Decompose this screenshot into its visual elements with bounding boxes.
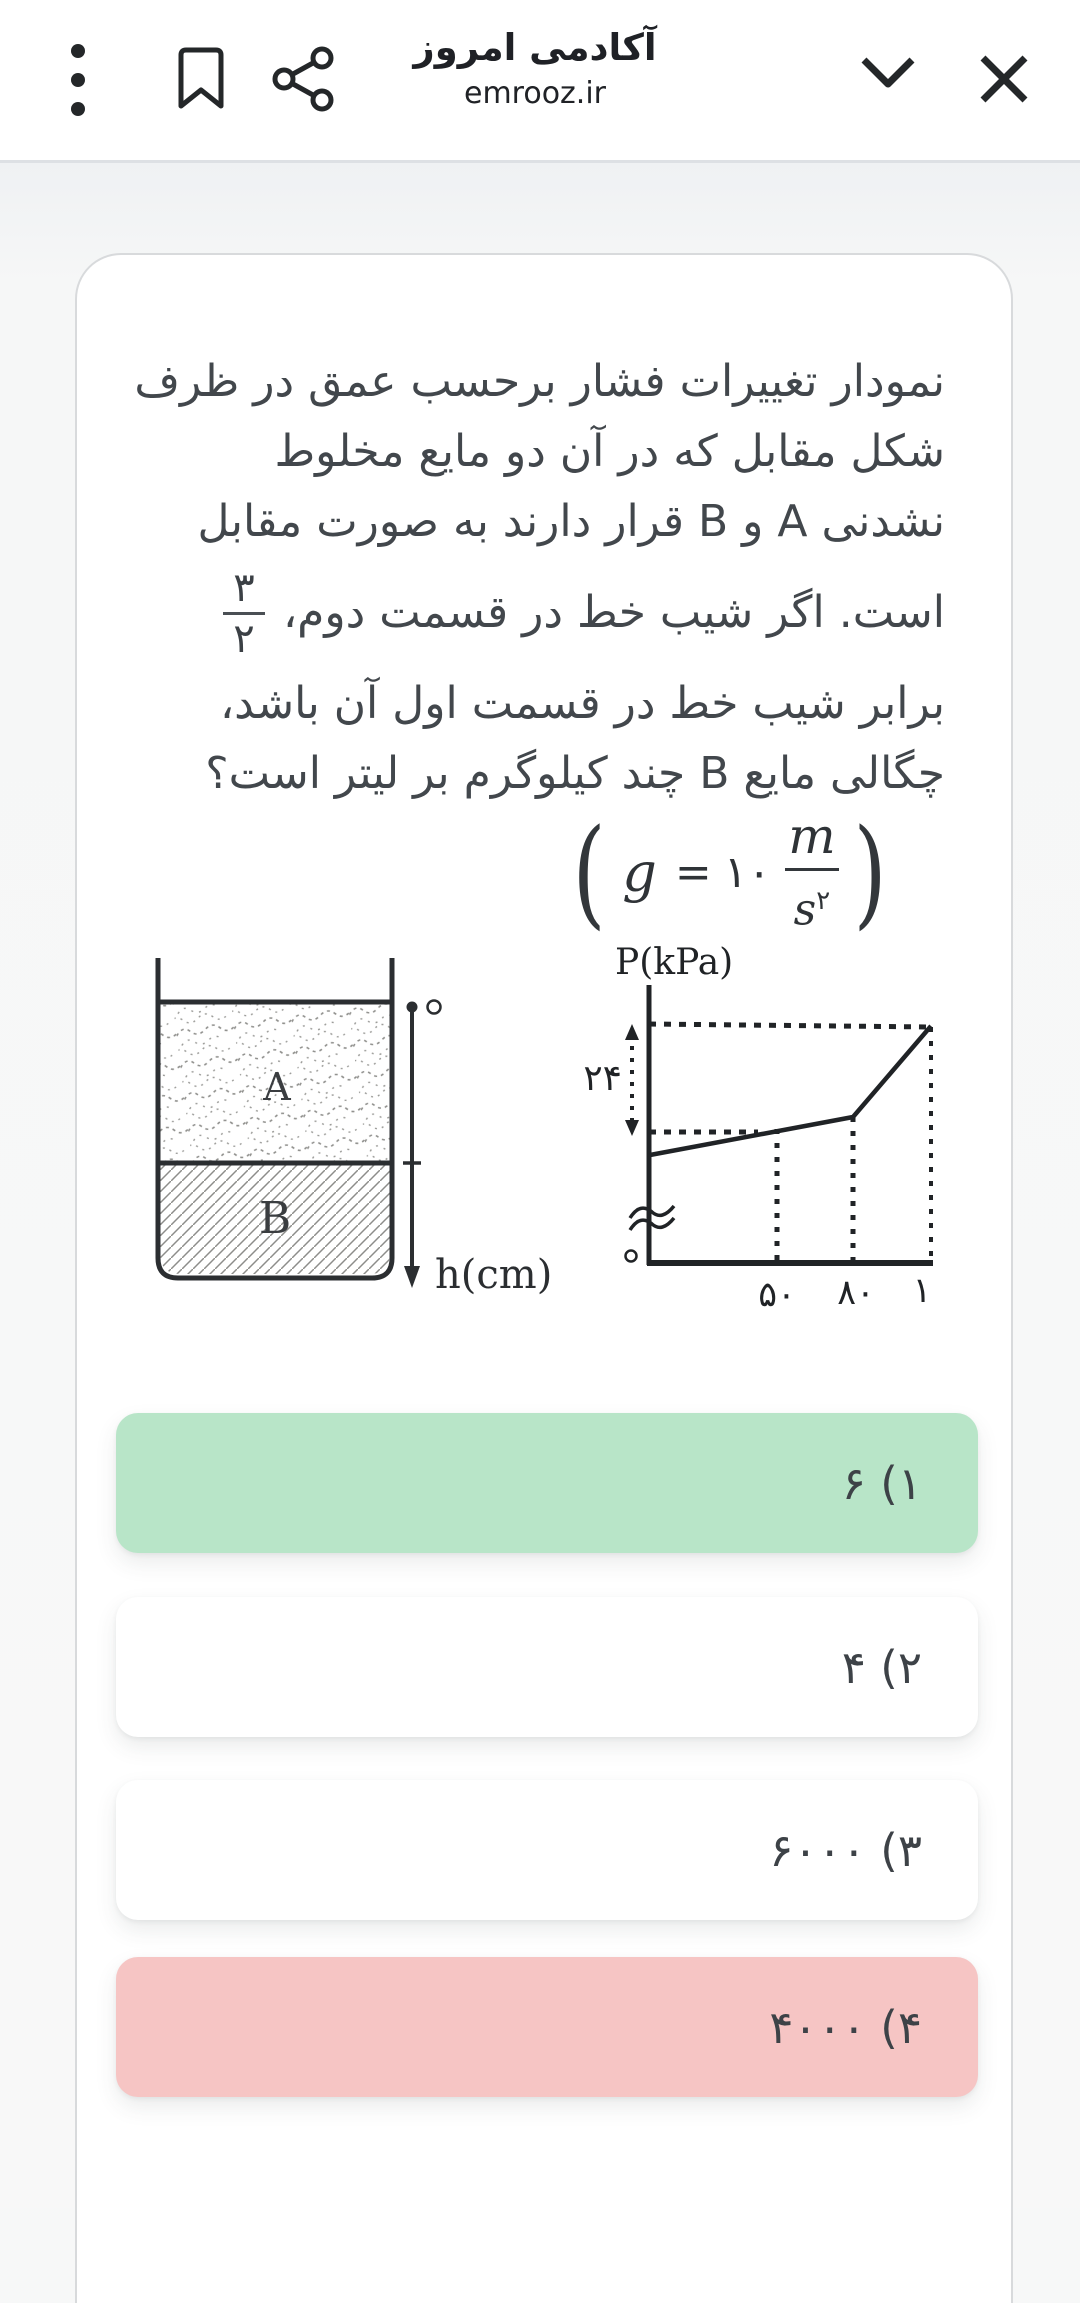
delta-arrow-up: [625, 1024, 639, 1040]
x-tick-80: ۸۰: [837, 1273, 875, 1313]
container-diagram: [105, 928, 565, 1333]
source-title: آکادمی امروز: [413, 26, 657, 69]
origin-marker: [428, 1001, 441, 1014]
collapse-button[interactable]: [860, 52, 916, 92]
formula-equals: =: [674, 846, 712, 898]
pressure-line: [650, 1026, 931, 1155]
axis-break: [630, 1206, 674, 1218]
question-line: نمودار تغییرات فشار برحسب عمق در ظرف: [134, 356, 945, 407]
x-tick-cutoff: ۱: [912, 1271, 932, 1311]
overflow-menu-button[interactable]: [57, 36, 99, 124]
option-3[interactable]: [116, 1780, 978, 1920]
origin-marker: [626, 1251, 637, 1262]
option-1[interactable]: [116, 1413, 978, 1553]
option-2-label: ۲) ۴: [841, 1640, 922, 1694]
liquid-a-label: A: [263, 1065, 291, 1109]
header: [0, 0, 1080, 160]
fraction-numerator: ۳: [233, 564, 255, 611]
top-dashed-guide: [649, 1024, 931, 1027]
pressure-depth-graph: [560, 928, 1011, 1340]
share-button[interactable]: [270, 44, 336, 114]
option-4-label: ۴) ۴۰۰۰: [769, 2000, 922, 2054]
option-4[interactable]: [116, 1957, 978, 2097]
formula-numerator: m: [788, 806, 836, 865]
gravity-formula: [77, 803, 1011, 941]
y-axis-label: P(kPa): [615, 942, 734, 983]
bookmark-icon: [176, 46, 226, 112]
question-line: نشدنی A و B قرار دارند به صورت مقابل: [197, 496, 945, 547]
header-divider: [0, 160, 1080, 163]
delta-arrow-down: [625, 1120, 639, 1136]
source-url: emrooz.ir: [463, 76, 607, 111]
question-line: برابر شیب خط در قسمت اول آن باشد،: [219, 678, 945, 729]
fraction-denominator: ۲: [233, 615, 255, 662]
slope-fraction: [223, 564, 265, 663]
option-1-label: ۱) ۶: [841, 1456, 922, 1510]
close-paren: ): [853, 803, 887, 941]
question-line: چگالی مایع B چند کیلوگرم بر لیتر است؟: [205, 748, 945, 799]
chevron-down-icon: [860, 52, 916, 92]
formula-var-g: g: [622, 840, 657, 904]
x-tick-50: ۵۰: [758, 1275, 796, 1315]
formula-coefficient: ۱۰: [723, 846, 771, 898]
question-line: است. اگر شیب خط در قسمت دوم،: [282, 587, 945, 638]
source-info[interactable]: [370, 22, 700, 114]
figure: [77, 928, 1011, 1340]
open-paren: (: [572, 803, 606, 941]
question-line-with-fraction: [107, 557, 945, 669]
option-3-label: ۳) ۶۰۰۰: [769, 1823, 922, 1877]
delta-p-label: ۲۴: [583, 1058, 622, 1099]
axis-break-2: [630, 1218, 674, 1230]
question-line: شکل مقابل که در آن دو مایع مخلوط: [274, 426, 945, 477]
question-card: [75, 253, 1013, 2303]
kebab-menu-icon: [57, 36, 99, 124]
formula-fraction-bar: [785, 868, 839, 871]
h-axis-arrowhead: [404, 1266, 420, 1288]
bookmark-button[interactable]: [176, 46, 226, 112]
option-2[interactable]: [116, 1597, 978, 1737]
share-icon: [270, 44, 336, 114]
formula-den-sup: ۲: [816, 885, 831, 916]
formula-fraction: [785, 808, 839, 937]
close-button[interactable]: [979, 54, 1029, 104]
question-text: [77, 255, 1011, 809]
formula-den-base: s: [793, 884, 817, 936]
h-axis-label: h(cm): [435, 1252, 553, 1298]
close-icon: [979, 54, 1029, 104]
liquid-b-label: B: [258, 1193, 292, 1244]
